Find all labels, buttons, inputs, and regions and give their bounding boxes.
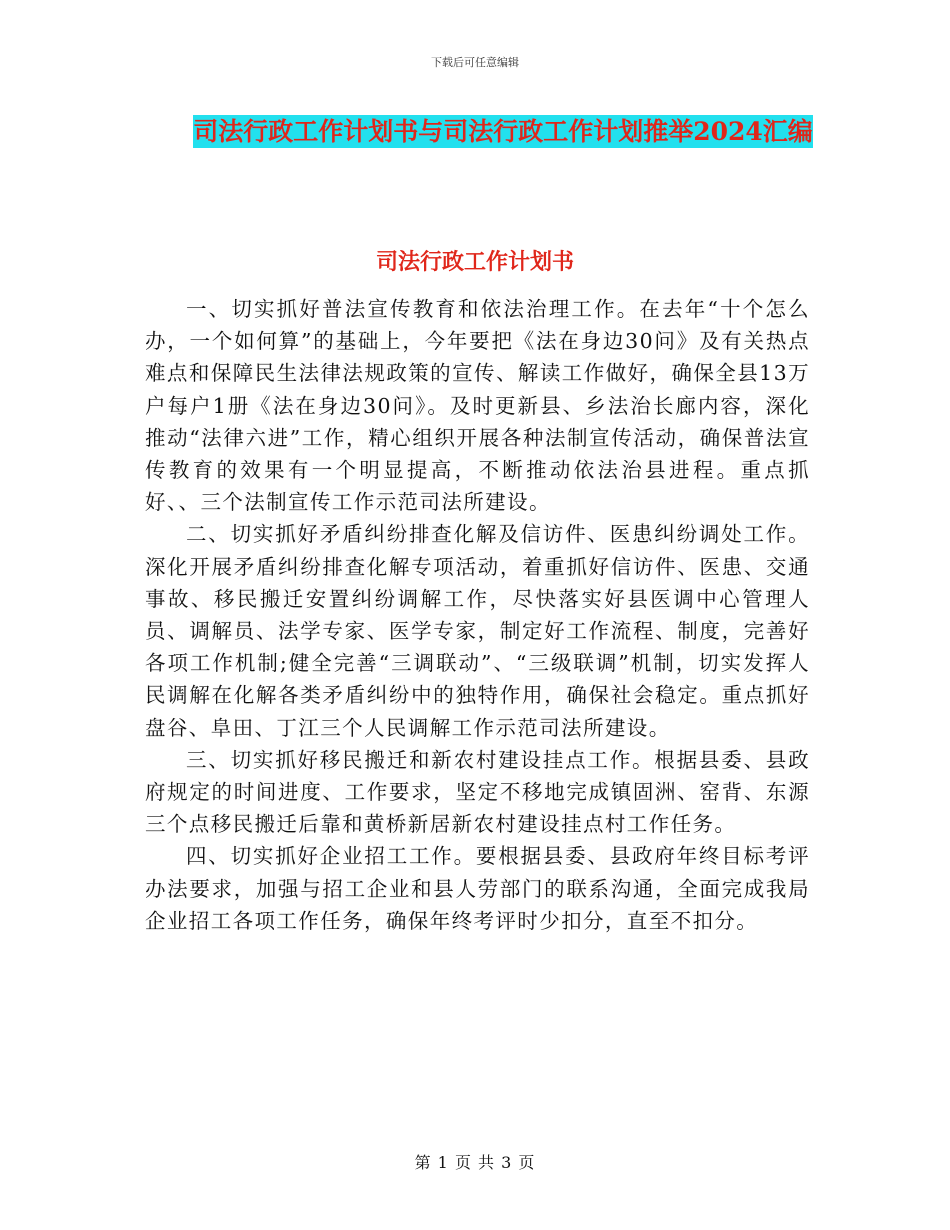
document-body xyxy=(145,293,810,937)
paragraph-1: 一、切实抓好普法宣传教育和依法治理工作。在去年“十个怎么办，一个如何算”的基础上，今年要把《法在身边30问》及有关热点难点和保障民生法律法规政策的宣传、解读工作做好，确保全县13万户每户1册《法在身边30问》。及时更新县、乡法治长廊内容，深化推动“法律六进”工作，精心组织开展各种法制宣传活动，确保普法宣传教育的效果有一个明显提高，不断推动依法治县进程。重点抓好、、三个法制宣传工作示范司法所建设。 xyxy=(145,297,810,515)
paragraph-2: 二、切实抓好矛盾纠纷排查化解及信访件、医患纠纷调处工作。深化开展矛盾纠纷排查化解专项活动，着重抓好信访件、医患、交通事故、移民搬迁安置纠纷调解工作，尽快落实好县医调中心管理人员、调解员、法学专家、医学专家，制定好工作流程、制度，完善好各项工作机制;健全完善“三调联动”、“三级联调”机制，切实发挥人民调解在化解各类矛盾纠纷中的独特作用，确保社会稳定。重点抓好盘谷、阜田、丁江三个人民调解工作示范司法所建设。 xyxy=(145,522,810,740)
section-title: 司法行政工作计划书 xyxy=(375,249,574,275)
paragraph-4: 四、切实抓好企业招工工作。要根据县委、县政府年终目标考评办法要求，加强与招工企业和县人劳部门的联系沟通，全面完成我局企业招工各项工作任务，确保年终考评时少扣分，直至不扣分。 xyxy=(145,844,810,933)
document-title-text: 司法行政工作计划书与司法行政工作计划推举2024汇编 xyxy=(193,117,813,146)
document-title xyxy=(188,112,818,152)
page-header-note: 下载后可任意编辑 xyxy=(431,56,519,69)
paragraph-3: 三、切实抓好移民搬迁和新农村建设挂点工作。根据县委、县政府规定的时间进度、工作要求，坚定不移地完成镇固洲、窑背、东源三个点移民搬迁后靠和黄桥新居新农村建设挂点村工作任务。 xyxy=(145,747,810,837)
page-number-label: 第 1 页 共 3 页 xyxy=(414,1153,536,1172)
page-footer xyxy=(0,1150,950,1173)
